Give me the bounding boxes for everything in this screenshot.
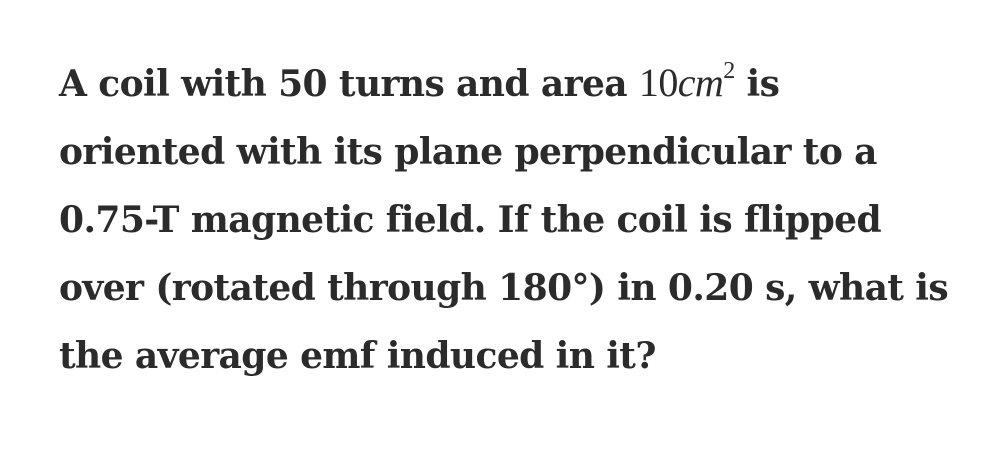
area-unit: cm [677,60,724,105]
area-expression [639,60,735,105]
question-line-1-tail: is [734,63,780,105]
question-line-5: the average emf induced in it? [59,335,656,377]
question-line-2: oriented with its plane perpendicular to a [59,131,877,173]
area-exponent: 2 [723,58,735,84]
question-line-3: 0.75-T magnetic field. If the coil is flipped [59,199,882,241]
question-line-1-text: A coil with 50 turns and area [59,63,639,105]
question-text [59,49,959,390]
area-number: 10 [638,60,678,105]
question-line-1 [59,49,959,118]
question-line-4: over (rotated through 180°) in 0.20 s, what is [59,267,949,309]
